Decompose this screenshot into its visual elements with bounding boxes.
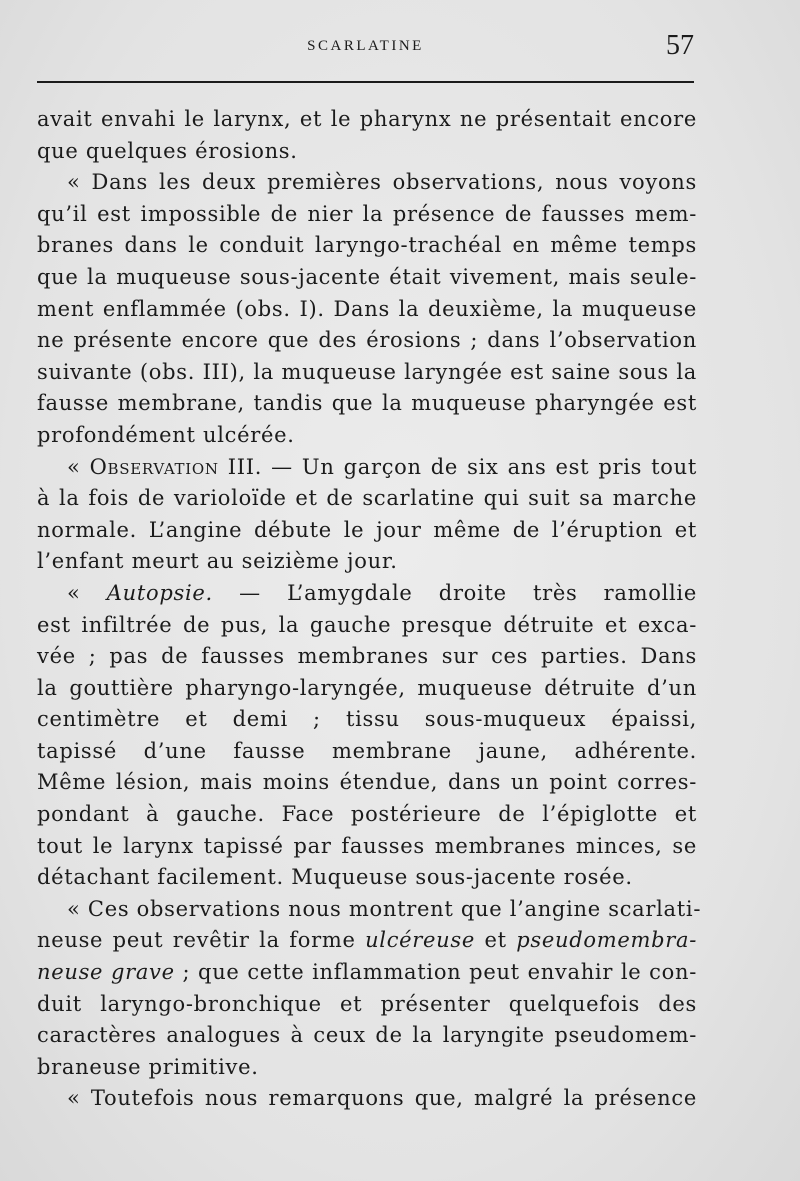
line-segment: « Ces observations nous montrent que l’angine scarlati- xyxy=(67,896,702,921)
line-segment: tapissé d’une fausse membrane jaune, adhérente. xyxy=(37,738,697,763)
line-segment: avait envahi le larynx, et le pharynx ne présentait encore xyxy=(37,107,697,131)
text-line xyxy=(37,294,697,326)
text-line xyxy=(37,325,697,357)
text-line xyxy=(37,1052,697,1084)
text-line xyxy=(37,578,697,610)
header-rule xyxy=(37,81,694,83)
line-segment: suivante (obs. III), la muqueuse laryngée est saine sous la xyxy=(37,359,697,384)
line-segment: duit laryngo-bronchique et présenter quelquefois des xyxy=(37,991,697,1016)
line-segment: neuse grave xyxy=(37,960,175,985)
line-segment: vée ; pas de fausses membranes sur ces parties. Dans xyxy=(37,644,697,669)
line-segment: à la fois de varioloïde et de scarlatine qui suit sa marche xyxy=(37,486,697,511)
line-segment: braneuse primitive. xyxy=(37,1054,259,1079)
text-line xyxy=(37,262,697,294)
line-segment: normale. L’angine débute le jour même de l’éruption et xyxy=(37,517,697,542)
text-line xyxy=(37,452,697,484)
text-line xyxy=(37,483,697,515)
line-segment: « xyxy=(67,580,107,605)
text-line xyxy=(37,925,697,957)
text-line xyxy=(37,104,697,136)
line-segment: est infiltrée de pus, la gauche presque détruite et exca- xyxy=(37,612,697,637)
text-line xyxy=(37,673,697,705)
text-line xyxy=(37,957,697,989)
text-line xyxy=(37,736,697,768)
page-number: 57 xyxy=(666,30,694,61)
line-segment: que quelques érosions. xyxy=(37,138,298,163)
line-segment: et xyxy=(475,928,517,953)
line-segment: pondant à gauche. Face postérieure de l’épiglotte et xyxy=(37,802,697,827)
text-line xyxy=(37,610,697,642)
text-line xyxy=(37,831,697,863)
body-text xyxy=(37,104,702,1115)
running-head xyxy=(37,30,694,66)
line-segment: ment enflammée (obs. I). Dans la deuxième, la muqueuse xyxy=(37,296,697,321)
line-segment: « xyxy=(67,454,90,479)
line-segment: l’enfant meurt au seizième jour. xyxy=(37,549,398,574)
text-line xyxy=(37,230,697,262)
line-segment: fausse membrane, tandis que la muqueuse pharyngée est xyxy=(37,391,697,416)
text-line xyxy=(37,515,697,547)
text-line xyxy=(37,167,697,199)
text-line xyxy=(37,388,697,420)
line-segment: centimètre et demi ; tissu sous-muqueux épaissi, xyxy=(37,707,697,732)
line-segment: tout le larynx tapissé par fausses membranes minces, se xyxy=(37,833,697,858)
text-line xyxy=(37,136,697,168)
line-segment: ne présente encore que des érosions ; dans l’observation xyxy=(37,328,697,353)
line-segment: Autopsie. xyxy=(106,580,213,605)
text-line xyxy=(37,862,697,894)
text-line xyxy=(37,767,697,799)
line-segment: qu’il est impossible de nier la présence de fausses mem- xyxy=(37,201,697,226)
line-segment: « Dans les deux premières observations, nous voyons xyxy=(67,170,697,195)
line-segment: Même lésion, mais moins étendue, dans un point corres- xyxy=(37,770,697,795)
text-line xyxy=(37,989,697,1021)
line-segment: neuse peut revêtir la forme xyxy=(37,928,366,953)
line-segment: ; que cette inflammation peut envahir le con- xyxy=(174,960,697,985)
line-segment: pseudomembra- xyxy=(516,928,697,953)
text-line xyxy=(37,546,697,578)
text-line xyxy=(37,357,697,389)
line-segment: — L’amygdale droite très ramollie xyxy=(212,580,697,605)
text-line xyxy=(37,704,697,736)
line-segment: profondément ulcérée. xyxy=(37,422,295,447)
line-segment: III. — Un garçon de six ans est pris tout xyxy=(218,454,697,479)
text-line xyxy=(37,1020,697,1052)
line-segment: détachant facilement. Muqueuse sous-jacente rosée. xyxy=(37,865,633,890)
line-segment: « Toutefois nous remarquons que, malgré la présence xyxy=(67,1086,697,1111)
text-line xyxy=(37,641,697,673)
line-segment: branes dans le conduit laryngo-trachéal en même temps xyxy=(37,233,697,258)
line-segment: Observation xyxy=(89,454,219,479)
line-segment: caractères analogues à ceux de la laryngite pseudomem- xyxy=(37,1023,697,1048)
text-line xyxy=(37,799,697,831)
text-line xyxy=(37,420,697,452)
text-line xyxy=(37,894,702,926)
line-segment: la gouttière pharyngo-laryngée, muqueuse détruite d’un xyxy=(37,675,697,700)
line-segment: que la muqueuse sous-jacente était vivement, mais seule- xyxy=(37,264,697,289)
text-line xyxy=(37,199,697,231)
line-segment: ulcéreuse xyxy=(365,928,476,953)
text-line xyxy=(37,1083,697,1115)
running-title: SCARLATINE xyxy=(307,38,424,54)
